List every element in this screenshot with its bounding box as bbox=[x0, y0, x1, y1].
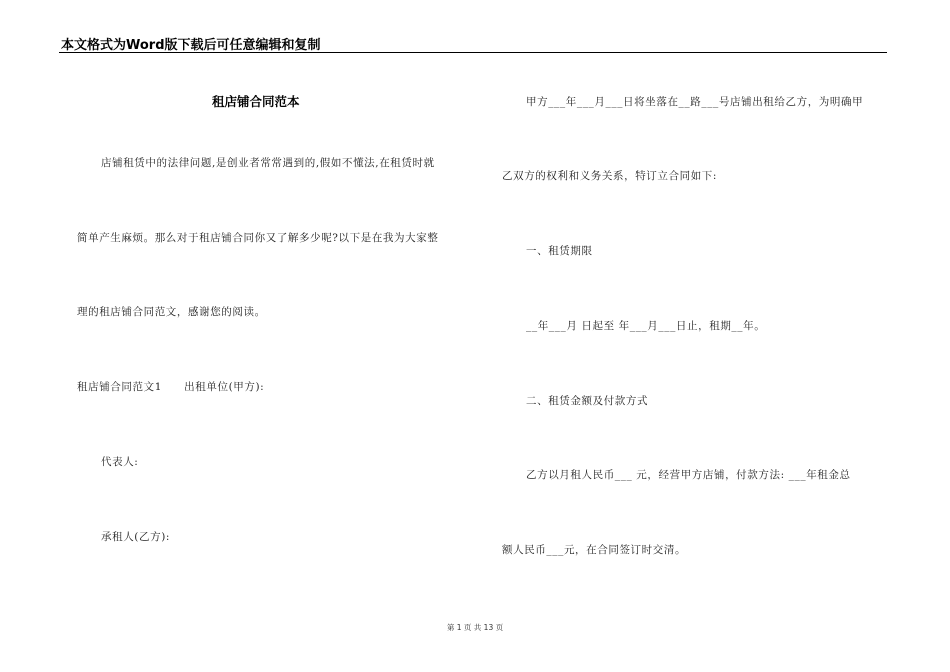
representative-field: 代表人: bbox=[101, 456, 139, 468]
section-heading-rent-payment: 二、租赁金额及付款方式 bbox=[526, 395, 649, 407]
rent-payment-line-1: 乙方以月租人民币___ 元，经营甲方店铺，付款方法: ___年租金总 bbox=[526, 469, 851, 481]
header-divider bbox=[59, 52, 887, 53]
lessee-field: 承租人(乙方): bbox=[101, 531, 171, 543]
right-paragraph-line-1: 甲方___年___月___日将坐落在__路___号店铺出租给乙方，为明确甲 bbox=[526, 96, 864, 108]
document-header: 本文格式为Word版下载后可任意编辑和复制 bbox=[61, 38, 321, 53]
lease-term-line: __年___月 日起至 年___月___日止，租期__年。 bbox=[526, 320, 766, 332]
rent-payment-line-2: 额人民币___元，在合同签订时交清。 bbox=[502, 544, 687, 556]
left-paragraph-line-1: 店铺租赁中的法律问题,是创业者常常遇到的,假如不懂法,在租赁时就 bbox=[101, 157, 435, 169]
left-paragraph-line-3: 理的租店铺合同范文，感谢您的阅读。 bbox=[77, 306, 266, 318]
contract-heading-lessor: 租店铺合同范文1 出租单位(甲方): bbox=[77, 381, 265, 393]
page-number-footer: 第 1 页 共 13 页 bbox=[446, 623, 504, 632]
left-paragraph-line-2: 简单产生麻烦。那么对于租店铺合同你又了解多少呢?以下是在我为大家整 bbox=[77, 232, 439, 244]
right-paragraph-line-2: 乙双方的权利和义务关系，特订立合同如下: bbox=[502, 170, 718, 182]
section-heading-lease-term: 一、租赁期限 bbox=[526, 245, 593, 257]
document-title: 租店铺合同范本 bbox=[212, 94, 300, 109]
